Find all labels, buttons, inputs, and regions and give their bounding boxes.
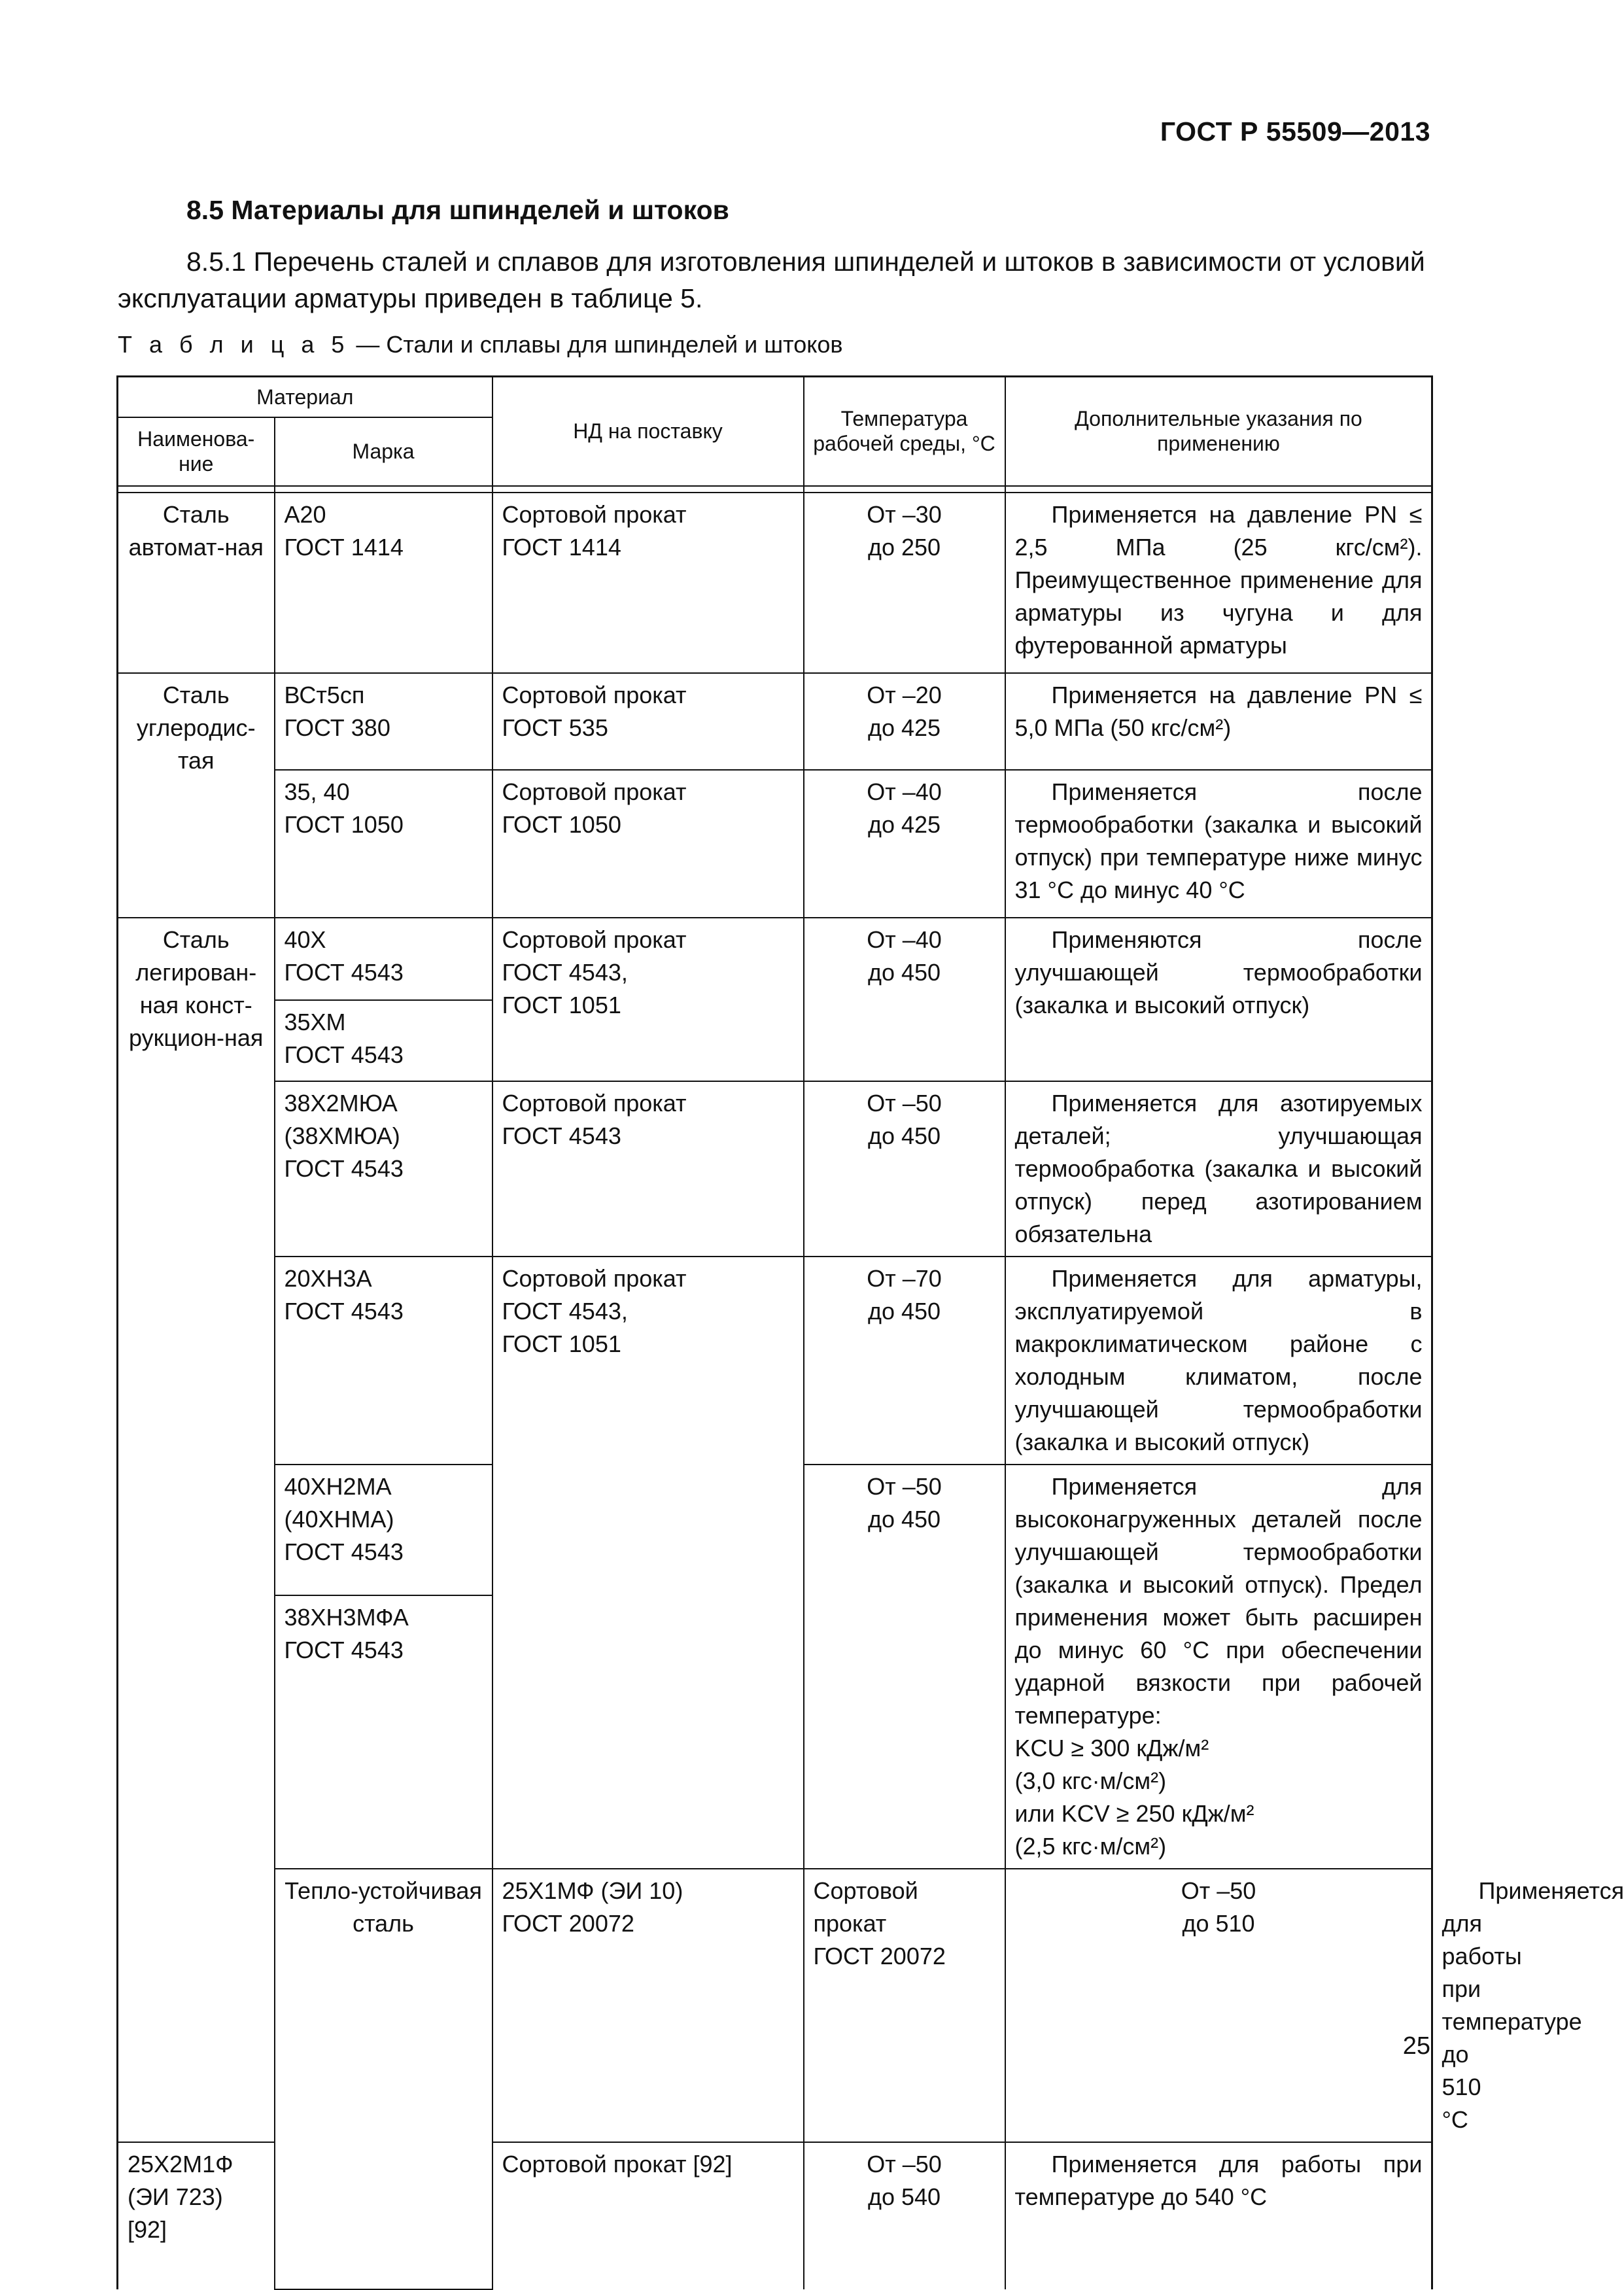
nd-text: Сортовой прокат ГОСТ 4543, ГОСТ 1051 (502, 1265, 687, 1357)
kcu-line-2 (1015, 1765, 1423, 1797)
group-name (275, 1869, 492, 2289)
kcu-line (1015, 1732, 1423, 1765)
document-id: ГОСТ Р 55509—2013 (1160, 116, 1430, 147)
note-cell (1005, 673, 1432, 770)
grade-text: 25Х1МФ (ЭИ 10) ГОСТ 20072 (502, 1877, 683, 1937)
kcv-line (1015, 1797, 1423, 1830)
temp-cell (804, 1465, 1005, 1869)
temp-cell (804, 2142, 1005, 2289)
nd-cell (804, 1869, 1005, 2142)
page-number: 25 (1403, 2032, 1430, 2060)
group-name (118, 673, 275, 918)
temp-text: От –50 до 450 (867, 1090, 942, 1149)
grade-cell (275, 918, 492, 1000)
section-title: 8.5 Материалы для шпинделей и штоков (186, 195, 729, 226)
temp-cell (804, 673, 1005, 770)
temp-text: От –50 до 540 (867, 2151, 942, 2210)
paragraph (118, 243, 1429, 317)
table-row (118, 918, 1432, 1000)
group-name-text: Тепло-устойчивая сталь (285, 1877, 482, 1937)
grade-cell (275, 1000, 492, 1081)
table-row (118, 493, 1432, 673)
materials-table (116, 375, 1433, 2290)
header-nd: НД на поставку (492, 377, 804, 486)
kcv-text: или KCV ≥ 250 кДж/м² (1015, 1800, 1254, 1827)
header-grade: Марка (275, 417, 492, 486)
grade-cell (118, 2142, 275, 2289)
grade-cell (275, 1081, 492, 1257)
header-material: Материал (118, 377, 492, 417)
header-name: Наименова-ние (118, 417, 275, 486)
caption-text: — Стали и сплавы для шпинделей и штоков (349, 331, 842, 358)
group-name-text: Сталь легирован-ная конст-рукцион-ная (129, 926, 263, 1051)
nd-cell (492, 770, 804, 918)
grade-cell (275, 673, 492, 770)
grade-text: А20 ГОСТ 1414 (285, 501, 404, 561)
note-text: Применяются после улучшающей термообработки (закалка и высокий отпуск) (1015, 926, 1423, 1018)
temp-text: От –40 до 425 (867, 778, 942, 838)
grade-text: 35, 40 ГОСТ 1050 (285, 778, 404, 838)
header-notes: Дополнительные указания по применению (1005, 377, 1432, 486)
note-text: Применяется для работы при температуре до 510 °С (1442, 1877, 1624, 2133)
note-text: Применяется для азотируемых деталей; улучшающая термообработка (закалка и высокий отпуск) перед азотированием обязательна (1015, 1090, 1423, 1247)
note-cell (1005, 770, 1432, 918)
group-name-text: Сталь автомат-ная (129, 501, 264, 561)
temp-cell (804, 770, 1005, 918)
grade-text: 38Х2МЮА (38ХМЮА) ГОСТ 4543 (285, 1090, 404, 1182)
temp-text: От –70 до 450 (867, 1265, 942, 1325)
grade-text: 38ХН3МФА ГОСТ 4543 (285, 1604, 409, 1663)
grade-text: 35ХМ ГОСТ 4543 (285, 1009, 404, 1068)
grade-cell (275, 1465, 492, 1595)
table-row (118, 1257, 1432, 1465)
temp-cell (804, 493, 1005, 673)
grade-cell (275, 1257, 492, 1465)
temp-cell (1005, 1869, 1432, 2142)
grade-text: 20ХН3А ГОСТ 4543 (285, 1265, 404, 1325)
nd-text: Сортовой прокат ГОСТ 1414 (502, 501, 687, 561)
nd-text: Сортовой прокат ГОСТ 1050 (502, 778, 687, 838)
nd-cell (492, 2142, 804, 2289)
grade-text: 40Х ГОСТ 4543 (285, 926, 404, 986)
note-cell (1005, 1081, 1432, 1257)
temp-text: От –30 до 250 (867, 501, 942, 561)
note-cell (1005, 493, 1432, 673)
nd-text: Сортовой прокат ГОСТ 20072 (814, 1877, 946, 1969)
nd-cell (492, 493, 804, 673)
kcv2-text: (2,5 кгс·м/см²) (1015, 1833, 1167, 1860)
group-name-text: Сталь углеродис-тая (137, 682, 256, 774)
note-cell (1005, 1465, 1432, 1869)
note-cell (1005, 2142, 1432, 2289)
table-row (118, 673, 1432, 770)
grade-cell (275, 493, 492, 673)
grade-text: 40ХН2МА (40ХНМА) ГОСТ 4543 (285, 1473, 404, 1565)
note-text: Применяется на давление PN ≤ 2,5 МПа (25 кгс/см²). Преимущественное применение для арматуры из чугуна и для футерованной арматуры (1015, 501, 1423, 659)
note-cell (1005, 1257, 1432, 1465)
note-text: Применяется для работы при температуре до 540 °С (1015, 2151, 1423, 2210)
nd-text: Сортовой прокат ГОСТ 4543, ГОСТ 1051 (502, 926, 687, 1018)
group-name (118, 918, 275, 2142)
table-row (118, 1869, 1432, 2142)
nd-cell (492, 1081, 804, 1257)
temp-text: От –50 до 510 (1181, 1877, 1256, 1937)
kcu-text: KCU ≥ 300 кДж/м² (1015, 1735, 1209, 1761)
temp-text: От –40 до 450 (867, 926, 942, 986)
nd-cell (492, 918, 804, 1081)
kcu2-text: (3,0 кгс·м/см²) (1015, 1767, 1167, 1794)
nd-cell (492, 673, 804, 770)
kcv-line-2 (1015, 1830, 1423, 1863)
note-text: Применяется для высоконагруженных деталей после улучшающей термообработки (закалка и высокий отпуск). Предел применения может быть расширен до минус 60 °С при обеспечении ударной вязкости при рабочей температуре: (1015, 1470, 1423, 1732)
nd-text: Сортовой прокат [92] (502, 2151, 733, 2177)
note-cell (1005, 918, 1432, 1081)
table-caption (118, 331, 843, 358)
grade-cell (275, 1595, 492, 1869)
temp-text: От –50 до 450 (867, 1473, 942, 1533)
nd-text: Сортовой прокат ГОСТ 535 (502, 682, 687, 741)
caption-prefix: Т а б л и ц а 5 (118, 331, 349, 358)
grade-cell (492, 1869, 804, 2142)
nd-text: Сортовой прокат ГОСТ 4543 (502, 1090, 687, 1149)
nd-cell (492, 1257, 804, 1869)
header-temp: Температура рабочей среды, °С (804, 377, 1005, 486)
note-text: Применяется после термообработки (закалка и высокий отпуск) при температуре ниже минус 31 °С до минус 40 °С (1015, 778, 1423, 903)
grade-text: 25Х2М1Ф (ЭИ 723) [92] (128, 2151, 233, 2243)
table-row (118, 1081, 1432, 1257)
grade-cell (275, 770, 492, 918)
note-text: Применяется на давление PN ≤ 5,0 МПа (50 кгс/см²) (1015, 682, 1423, 741)
temp-cell (804, 1257, 1005, 1465)
temp-cell (804, 1081, 1005, 1257)
table-row (118, 770, 1432, 918)
paragraph-text: 8.5.1 Перечень сталей и сплавов для изготовления шпинделей и штоков в зависимости от условий эксплуатации арматуры приведен в таблице 5. (118, 247, 1425, 313)
grade-text: ВСт5сп ГОСТ 380 (285, 682, 390, 741)
group-name (118, 493, 275, 673)
note-text: Применяется для арматуры, эксплуатируемой в макроклиматическом районе с холодным климатом, после улучшающей термообработки (закалка и высокий отпуск) (1015, 1265, 1423, 1455)
temp-cell (804, 918, 1005, 1081)
temp-text: От –20 до 425 (867, 682, 942, 741)
